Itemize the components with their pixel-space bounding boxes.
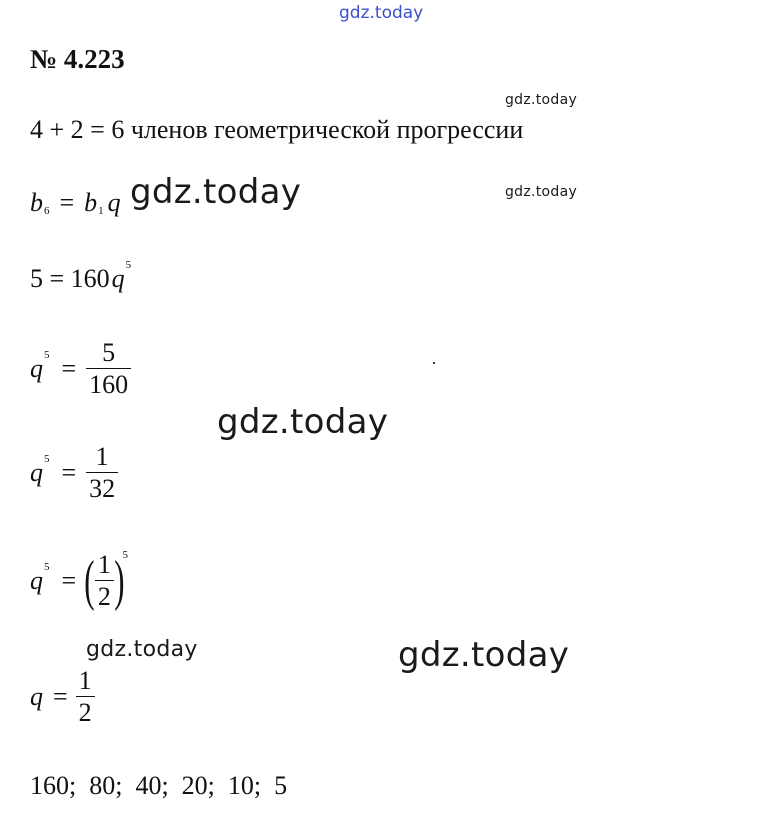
equation-b6 <box>30 190 121 216</box>
equation-3 <box>30 340 131 398</box>
equation-6 <box>30 668 95 726</box>
eq4-denominator: 32 <box>89 474 116 503</box>
eq5-outer-exp: 5 <box>122 548 128 561</box>
watermark-medium-1: gdz.today <box>86 637 198 662</box>
eq4-exp: 5 <box>44 452 50 465</box>
eq4-equals: = <box>61 458 77 487</box>
eq5-denominator: 2 <box>97 582 111 611</box>
answer-sequence: 160; 80; 40; 20; 10; 5 <box>30 771 288 800</box>
eq3-denominator: 160 <box>89 370 129 399</box>
eq1-equals: = <box>59 188 75 217</box>
eq3-q: q <box>30 354 43 383</box>
watermark-top: gdz.today <box>339 3 424 23</box>
eq5-left-paren: ( <box>84 550 95 612</box>
statement-line: 4 + 2 = 6 членов геометрической прогрессии <box>30 115 524 144</box>
equation-5 <box>30 548 128 612</box>
eq6-q: q <box>30 682 43 711</box>
eq2-text: 5 = 160 <box>30 264 110 293</box>
eq2-q: q <box>111 264 125 293</box>
watermark-small-2: gdz.today <box>505 184 578 200</box>
eq6-fraction <box>76 668 95 726</box>
watermark-large-2: gdz.today <box>217 402 389 442</box>
watermark-small-1: gdz.today <box>505 92 578 108</box>
eq1-b: b <box>84 188 98 217</box>
eq3-exp: 5 <box>44 348 50 361</box>
eq3-numerator: 5 <box>102 338 116 367</box>
eq1-q: q <box>107 188 121 217</box>
equation-4 <box>30 444 118 502</box>
eq5-numerator: 1 <box>97 550 111 579</box>
eq4-fraction <box>86 444 118 502</box>
eq5-fraction <box>95 552 114 610</box>
eq6-equals: = <box>53 682 68 711</box>
watermark-large-1: gdz.today <box>130 172 302 212</box>
problem-number: № 4.223 <box>30 44 125 74</box>
eq4-q: q <box>30 458 43 487</box>
eq5-equals: = <box>61 566 77 595</box>
eq4-numerator: 1 <box>95 442 109 471</box>
eq5-exp: 5 <box>44 560 50 573</box>
eq5-right-paren: ) <box>114 550 125 612</box>
eq2-exp: 5 <box>125 258 132 271</box>
eq1-lhs: b <box>30 188 43 217</box>
eq6-denominator: 2 <box>78 698 92 727</box>
stray-dot <box>433 362 435 364</box>
eq3-fraction <box>86 340 131 398</box>
eq1-b-sub: 1 <box>98 204 104 217</box>
eq6-numerator: 1 <box>78 666 92 695</box>
eq1-lhs-sub: 6 <box>44 204 50 217</box>
watermark-large-3: gdz.today <box>398 635 570 675</box>
eq5-q: q <box>30 566 43 595</box>
eq3-equals: = <box>61 354 77 383</box>
equation-2 <box>30 258 132 293</box>
